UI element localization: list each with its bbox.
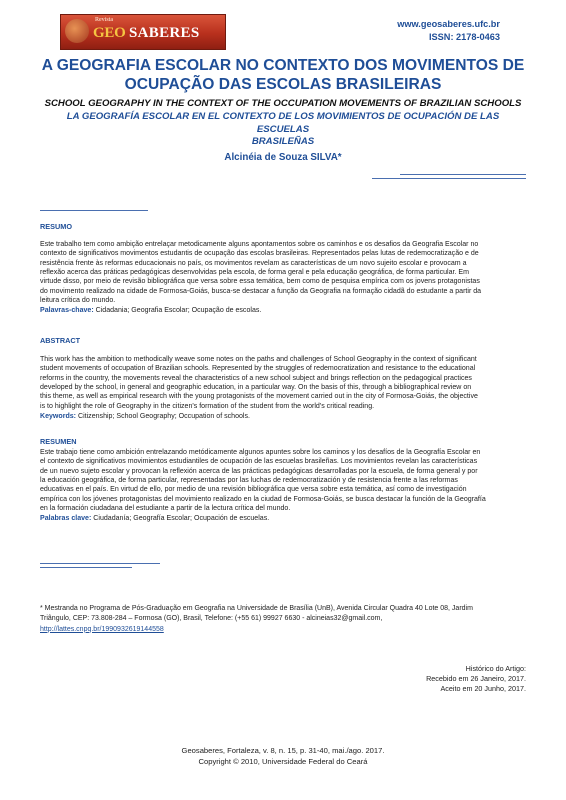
resumo-line: contexto de significativos movimentos estudantis de ocupação das escolas brasileiras. Representados pelas lutas de redemocratização e de bbox=[40, 250, 479, 258]
history-label: Histórico do Artigo: bbox=[465, 664, 526, 673]
abstract-heading: ABSTRACT bbox=[40, 336, 81, 345]
resumen-line: la educación geográfica, de forma particular, representadas por las luchas de redemocratización y de resistencia frente a las reformas bbox=[40, 477, 458, 485]
citation-footer bbox=[0, 745, 566, 767]
abstract-line: student movements of occupation of Brazilian schools. Represented by the struggles of redemocratization and resistance to the educational bbox=[40, 365, 476, 373]
footnote-line-1: * Mestranda no Programa de Pós-Graduação em Geografia na Universidade de Brasília (UnB), Avenida Circular Quadra 40 Lote 08, Jardim bbox=[40, 605, 473, 612]
header-info bbox=[397, 18, 500, 44]
divider-line bbox=[40, 567, 132, 568]
author-name: Alcinéia de Souza SILVA* bbox=[224, 152, 342, 163]
resumen-keywords-label: Palabras clave: bbox=[40, 515, 92, 522]
abstract-line: is to highlight the role of Geography in the citizen's formation of the student from the world's critical reading. bbox=[40, 402, 375, 410]
title-line-1: A GEOGRAFIA ESCOLAR NO CONTEXTO DOS MOVIMENTOS DE bbox=[41, 57, 525, 74]
resumo-line: virtude disso, por meio de revisão bibliográfica que versa sobre essa temática, bem como de pesquisa empírica com os jovens protagonistas bbox=[40, 278, 480, 286]
subtitle-spanish-line-1: LA GEOGRAFÍA ESCOLAR EN EL CONTEXTO DE LOS MOVIMIENTOS DE OCUPACIÓN DE LAS ESCUELAS bbox=[66, 111, 500, 135]
divider-line bbox=[372, 178, 526, 179]
journal-logo bbox=[60, 14, 226, 50]
citation-line-1: Geosaberes, Fortaleza, v. 8, n. 15, p. 31-40, mai./ago. 2017. bbox=[181, 746, 385, 755]
abstract-text bbox=[40, 355, 529, 411]
journal-website-link[interactable]: www.geosaberes.ufc.br bbox=[397, 19, 500, 29]
subtitle-spanish bbox=[60, 111, 506, 149]
divider-line bbox=[40, 210, 148, 211]
abstract-line: This work has the ambition to methodically weave some notes on the paths and challenges of School Geography in the context of significant bbox=[40, 356, 477, 363]
globe-icon bbox=[65, 19, 89, 43]
abstract-line: this theme, as well as empirical research with the young protagonists of the movement carried out in the city of Formosa-Goiás, the objective bbox=[40, 393, 478, 401]
author-footnote bbox=[40, 604, 530, 635]
abstract-keywords bbox=[40, 412, 529, 421]
resumen-line: Este trabajo tiene como ambición entrelazando metódicamente algunos apuntes sobre los caminos y los desafíos de la Geografía Escolar en bbox=[40, 449, 481, 456]
logo-geo-text: GEO bbox=[93, 25, 126, 41]
resumo-heading: RESUMO bbox=[40, 222, 73, 231]
journal-issn: ISSN: 2178-0463 bbox=[429, 32, 500, 42]
abstract-line: reforms in the country, the movements reveal the characteristics of a new school subject and brings reflection on the pedagogical practices bbox=[40, 374, 472, 382]
divider-line bbox=[40, 563, 160, 564]
resumen-line: el contexto de significativos movimientos estudiantiles de ocupación de las escuelas brasileñas. Los movimientos revelan las características bbox=[40, 458, 478, 466]
resumo-line: leitura crítica do mundo. bbox=[40, 297, 116, 305]
subtitle-spanish-line-2: BRASILEÑAS bbox=[251, 136, 315, 147]
resumen-line: educativas en el país. En virtud de ello, por medio de una revisión bibliográfica que versa sobre esta temática, así como de investigación bbox=[40, 486, 467, 494]
resumen-keywords-value: Ciudadanía; Geografía Escolar; Ocupación de escuelas. bbox=[93, 515, 270, 522]
lattes-link[interactable]: http://lattes.cnpq.br/1990932619144558 bbox=[40, 625, 164, 633]
abstract-keywords-label: Keywords: bbox=[40, 413, 77, 420]
logo-saberes-text: SABERES bbox=[129, 25, 200, 41]
title-line-2: OCUPAÇÃO DAS ESCOLAS BRASILEIRAS bbox=[124, 76, 442, 93]
logo-revista-text: Revista bbox=[95, 17, 113, 23]
resumo-line: do movimento realizado na cidade de Formosa-Goiás, busca-se destacar a função da Geografia na formação cidadã do estudante a partir da bbox=[40, 287, 482, 295]
resumen-line: empírica con los jóvenes protagonistas del movimiento realizado en la ciudad de Formosa-Goiás, se busca destacar la función de la Geografía bbox=[40, 495, 486, 503]
resumen-line: en la formación ciudadana del estudiante a partir de la lectura crítica del mundo. bbox=[40, 505, 291, 513]
resumo-text bbox=[40, 240, 529, 305]
footnote-line-2: Triângulo, CEP: 73.808-284 – Formosa (GO), Brasil, Telefone: (+55 61) 99927 6630 - alcineias32@gmail.com, bbox=[40, 615, 383, 623]
resumen-line: de un nuevo sujeto escolar y provocan la reflexión acerca de las prácticas pedagógicas desarrolladas por la escuela, de forma general y por bbox=[40, 467, 478, 475]
citation-line-2: Copyright © 2010, Universidade Federal do Ceará bbox=[198, 757, 368, 767]
resumo-line: Este trabalho tem como ambição entrelaçar metodicamente alguns apontamentos sobre os caminhos e os desafios da Geografia Escolar no bbox=[40, 241, 479, 248]
resumo-keywords-label: Palavras-chave: bbox=[40, 307, 94, 314]
resumo-keywords bbox=[40, 306, 529, 315]
resumo-line: resistência frente às reformas educacionais no país, os movimentos revelam as características de um novo sujeito escolar e provocam a bbox=[40, 259, 467, 267]
resumen-keywords bbox=[40, 514, 529, 523]
article-history bbox=[426, 664, 526, 695]
article-title bbox=[30, 56, 536, 94]
resumo-line: reflexão acerca das práticas pedagógicas desenvolvidas pela escola, de forma geral e pela educação geográfica, de forma particular. Em bbox=[40, 269, 469, 277]
resumo-keywords-value: Cidadania; Geografia Escolar; Ocupação de escolas. bbox=[95, 307, 262, 314]
divider-line bbox=[400, 174, 526, 175]
history-received: Recebido em 26 Janeiro, 2017. bbox=[426, 674, 526, 684]
abstract-keywords-value: Citizenship; School Geography; Occupation of schools. bbox=[78, 413, 250, 420]
resumen-heading: RESUMEN bbox=[40, 437, 77, 446]
history-accepted: Aceito em 20 Junho, 2017. bbox=[440, 684, 526, 694]
subtitle-english: SCHOOL GEOGRAPHY IN THE CONTEXT OF THE OCCUPATION MOVEMENTS OF BRAZILIAN SCHOOLS bbox=[44, 98, 522, 109]
resumen-text bbox=[40, 448, 529, 513]
abstract-line: developed by the school, in general and geographic education, in a particular way. On the basis of this, through a bibliographical review on bbox=[40, 384, 472, 392]
